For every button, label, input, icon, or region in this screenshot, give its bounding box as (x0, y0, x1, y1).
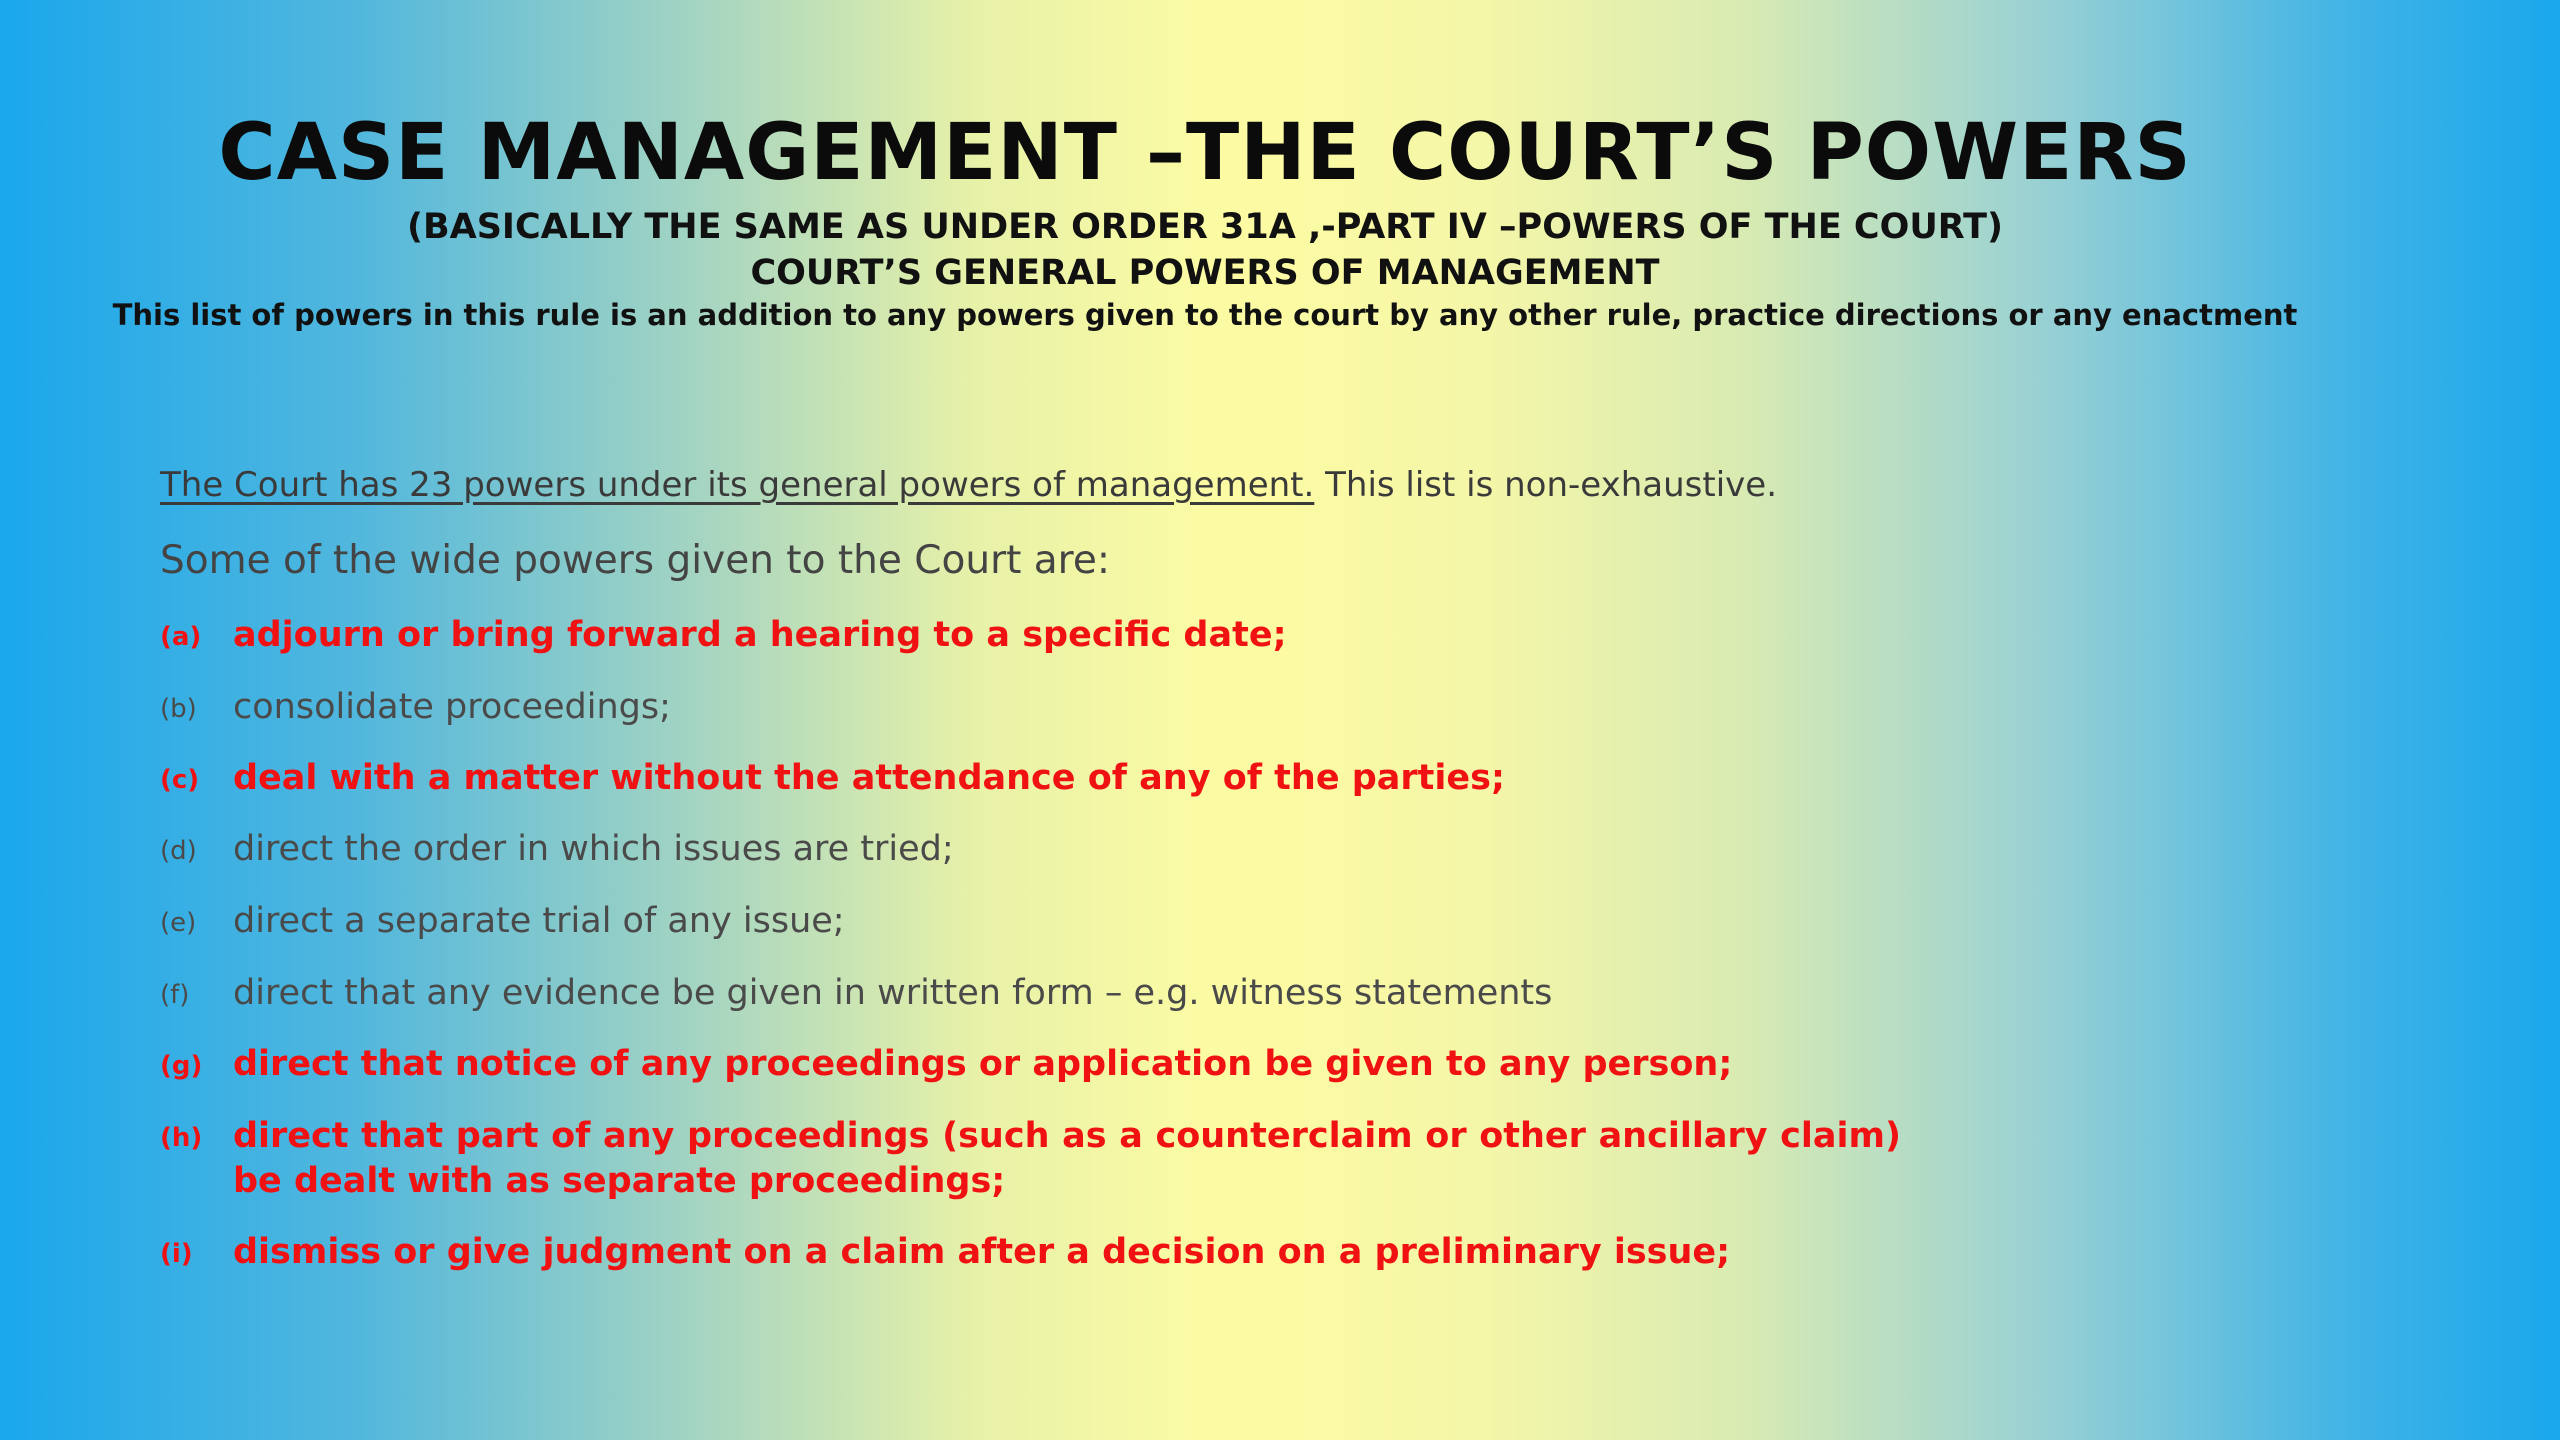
list-item-g (160, 1042, 1960, 1087)
list-item-f (160, 971, 1960, 1016)
list-item-i (160, 1230, 1960, 1275)
list-item-label: (f) (160, 980, 190, 1010)
list-item-label: (e) (160, 908, 197, 938)
list-item-text: direct that notice of any proceedings or application be given to any person; (233, 1044, 1733, 1084)
list-item-label: (i) (160, 1239, 193, 1269)
slide-title: CASE MANAGEMENT –THE COURT’S POWERS (218, 108, 2192, 198)
intro-underlined-text: The Court has 23 powers under its general powers of management. (160, 465, 1315, 505)
slide-subtitle-line1: (BASICALLY THE SAME AS UNDER ORDER 31A ,-PART IV –POWERS OF THE COURT) (406, 207, 2004, 247)
list-item-label: (g) (160, 1051, 203, 1081)
list-item-e (160, 899, 1960, 944)
list-item-text: consolidate proceedings; (233, 687, 671, 727)
intro-paragraph (160, 465, 1777, 505)
list-item-label: (b) (160, 694, 197, 724)
list-item-text: direct that any evidence be given in written form – e.g. witness statements (233, 973, 1553, 1013)
list-item-d (160, 827, 1960, 872)
list-item-text: direct a separate trial of any issue; (233, 901, 845, 941)
list-item-label: (d) (160, 836, 197, 866)
lead-text: Some of the wide powers given to the Court are: (160, 538, 1110, 583)
list-item-a (160, 613, 1960, 658)
list-item-text: direct that part of any proceedings (such as a counterclaim or other ancillary claim) be dealt with as separate proceedings; (233, 1116, 1901, 1201)
list-item-text: dismiss or give judgment on a claim after a decision on a preliminary issue; (233, 1232, 1731, 1272)
intro-rest-text: This list is non-exhaustive. (1314, 465, 1777, 505)
list-item-label: (h) (160, 1123, 203, 1153)
list-item-b (160, 685, 1960, 730)
list-item-label: (c) (160, 765, 200, 795)
slide-subtitle-line2: COURT’S GENERAL POWERS OF MANAGEMENT (750, 253, 1660, 293)
list-item-c (160, 756, 1960, 801)
list-item-text: direct the order in which issues are tried; (233, 829, 954, 869)
list-item-text: deal with a matter without the attendance of any of the parties; (233, 758, 1505, 798)
list-item-label: (a) (160, 622, 202, 652)
list-item-text: adjourn or bring forward a hearing to a specific date; (233, 615, 1287, 655)
slide-note: This list of powers in this rule is an addition to any powers given to the court by any other rule, practice directions or any enactment (112, 298, 2298, 332)
list-item-h (160, 1114, 1960, 1204)
